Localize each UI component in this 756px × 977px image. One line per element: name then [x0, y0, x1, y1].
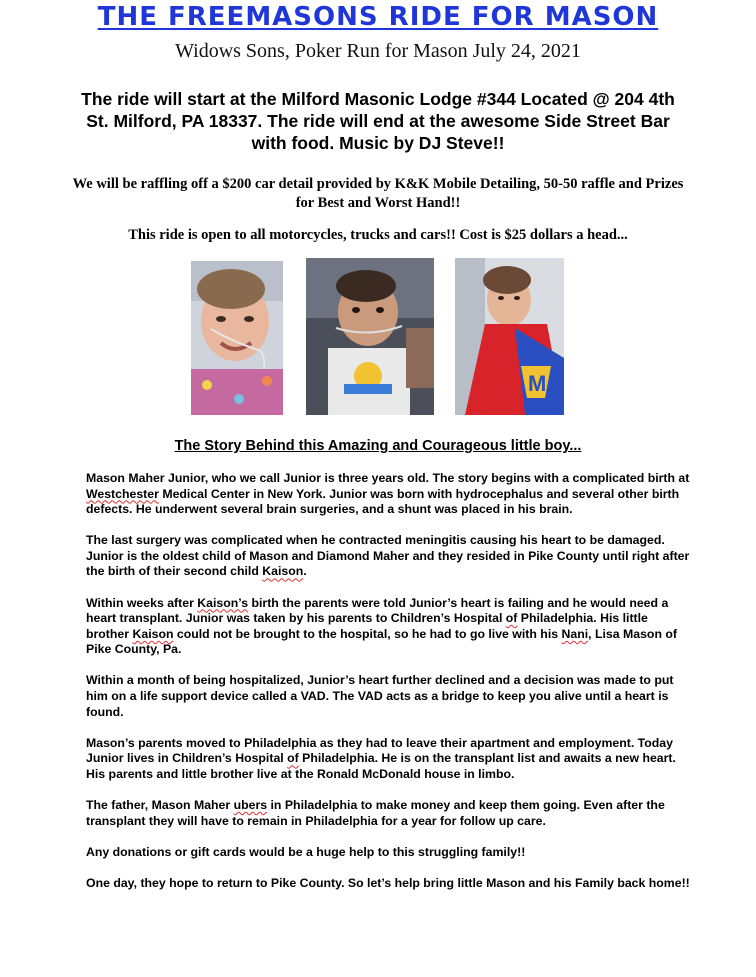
child-photo-2 [306, 258, 434, 415]
story-paragraph-8: One day, they hope to return to Pike County. So let’s help bring little Mason and his Family back home!! [86, 875, 690, 890]
cape-emblem: M [528, 371, 547, 396]
story-paragraph-1: Mason Maher Junior, who we call Junior is three years old. The story begins with a complicated birth at Westchester Medical Center in New York. Junior was born with hydrocephalus and several other birth defects. He underwent several brain surgeries, and a shunt was placed in his brain. [86, 471, 690, 517]
admission-paragraph: This ride is open to all motorcycles, trucks and cars!! Cost is $25 dollars a head... [128, 227, 628, 243]
story-paragraph-3: Within weeks after Kaison’s birth the parents were told Junior’s heart is failing and he would need a heart transplant. Junior was taken by his parents to Children’s Hospital of Philadelphia. His little brother Kaison could not be brought to the hospital, so he had to go live with his Nani, Lisa Mason of Pike County, Pa. [86, 595, 677, 657]
story-paragraph-6: The father, Mason Maher ubers in Philadelphia to make money and keep them going. Even after the transplant they will have to remain in Philadelphia for a year for follow up care. [86, 798, 665, 828]
flyer-subtitle: Widows Sons, Poker Run for Mason July 24, 2021 [175, 40, 581, 62]
story-heading: The Story Behind this Amazing and Courageous little boy... [174, 438, 582, 454]
flyer-title: THE FREEMASONS RIDE FOR MASON [97, 2, 659, 32]
story-paragraph-5: Mason’s parents moved to Philadelphia as they had to leave their apartment and employment. Today Junior lives in Children’s Hospital of Philadelphia. He is on the transplant list and awaits a new heart. His parents and little brother live at the Ronald McDonald house in limbo. [86, 735, 676, 781]
story-paragraph-4: Within a month of being hospitalized, Junior’s heart further declined and a decision was made to put him on a life support device called a VAD. The VAD acts as a bridge to keep you alive until a heart is found. [86, 673, 674, 719]
story-body [86, 471, 692, 907]
ride-route-paragraph: The ride will start at the Milford Masonic Lodge #344 Located @ 204 4th St. Milford, PA 18337. The ride will end at the awesome Side Street Bar with food. Music by DJ Steve!! [81, 89, 675, 153]
story-paragraph-2: The last surgery was complicated when he contracted meningitis causing his heart to be damaged. Junior is the oldest child of Mason and Diamond Maher and they resided in Pike County until right after the birth of their second child Kaison. [86, 533, 690, 579]
story-paragraph-7: Any donations or gift cards would be a huge help to this struggling family!! [86, 844, 526, 859]
child-photo-3 [455, 258, 564, 415]
raffle-paragraph: We will be raffling off a $200 car detail provided by K&K Mobile Detailing, 50-50 raffle and Prizes for Best and Worst Hand!! [72, 176, 684, 211]
child-photo-1 [191, 261, 283, 415]
